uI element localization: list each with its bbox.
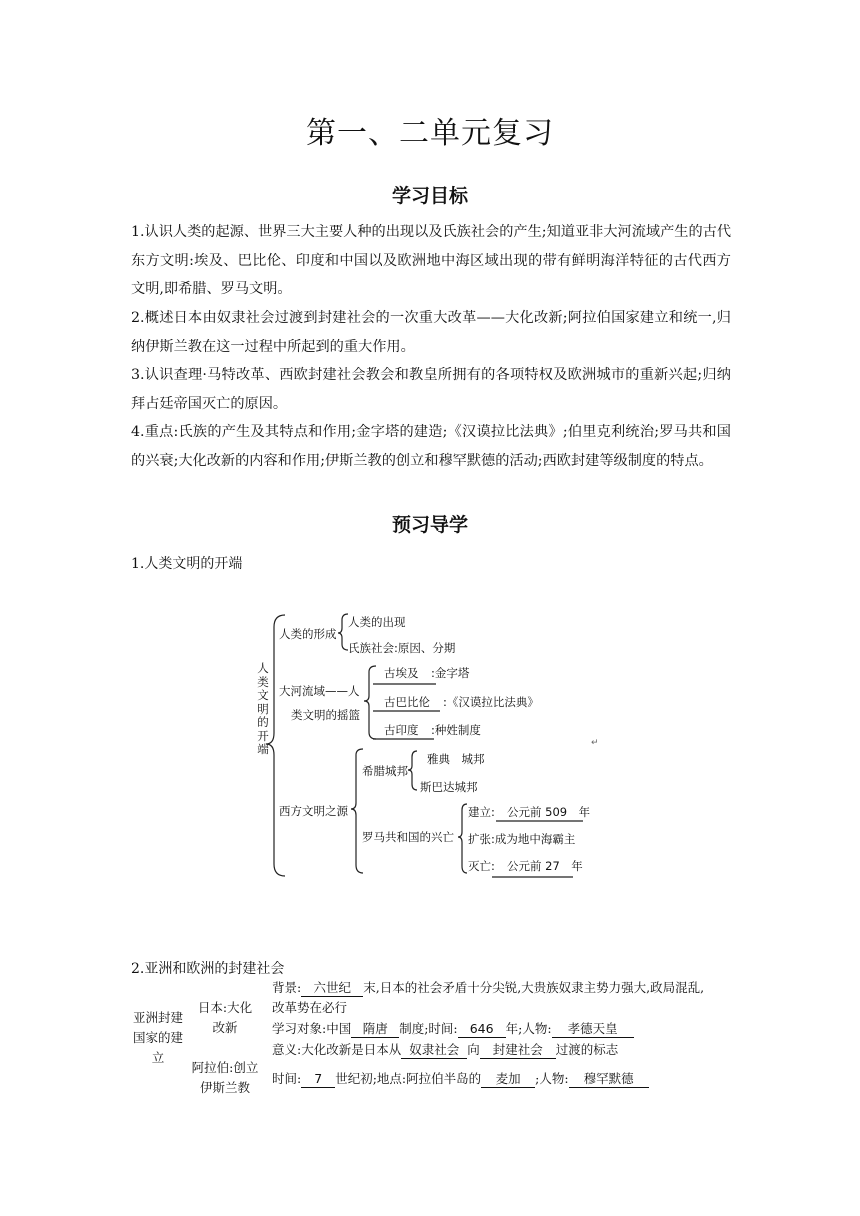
table-arab-cell: 阿拉伯:创立伊斯兰教 [191, 1060, 259, 1095]
item-heading-1: 1.人类文明的开端 [131, 556, 243, 572]
answer-dynasty: 隋唐 [351, 1021, 399, 1038]
answer-feudal-society: 封建社会 [480, 1042, 556, 1059]
goal-paragraph-4: 4.重点:氏族的产生及其特点和作用;金字塔的建造;《汉谟拉比法典》;伯里克利统治;罗马共和国的兴衰;大化改新的内容和作用;伊斯兰教的创立和穆罕默德的活动;西欧封建等级制度的特点。 [131, 424, 731, 469]
answer-muhammad: 穆罕默德 [569, 1071, 649, 1088]
japan-learn-row: 学习对象:中国 隋唐 制度;时间: 646 年;人物: 孝德天皇 [272, 1019, 634, 1038]
answer-emperor: 孝德天皇 [552, 1021, 634, 1038]
answer-mecca: 麦加 [481, 1071, 535, 1088]
section-heading-preview: 预习导学 [391, 514, 468, 536]
mindmap-egypt-note: :金字塔 [431, 666, 470, 680]
mindmap-expand: 扩张:成为地中海霸主 [468, 832, 576, 846]
mindmap-sparta: 斯巴达城邦 [420, 780, 478, 794]
table-left-cell: 亚洲封建国家的建立 [133, 1010, 184, 1065]
mindmap-egypt: 古埃及 [384, 666, 419, 680]
answer-year: 646 [458, 1021, 506, 1038]
mindmap-rome: 罗马共和国的兴亡 [362, 830, 454, 844]
mindmap-found-label: 建立: [468, 805, 495, 819]
mindmap-greek: 希腊城邦 [362, 764, 408, 778]
answer-century-arab: 7 [301, 1071, 335, 1088]
japan-background-row: 背景: 六世纪 末,日本的社会矛盾十分尖锐,大贵族奴隶主势力强大,政局混乱, [272, 980, 705, 995]
arab-row: 时间: 7 世纪初;地点:阿拉伯半岛的 麦加 ;人物: 穆罕默德 [272, 1069, 649, 1088]
goal-paragraph-3: 3.认识查理·马特改革、西欧封建社会教会和教皇所拥有的各项特权及欧洲城市的重新兴起;归纳拜占廷帝国灭亡的原因。 [131, 367, 731, 412]
japan-background-row-2: 改革势在必行 [272, 1000, 348, 1015]
mindmap-fall-label: 灭亡: [468, 859, 495, 873]
mindmap-clan: 氏族社会:原因、分期 [348, 641, 456, 655]
mindmap-india-note: :种姓制度 [431, 723, 481, 737]
mindmap-west: 西方文明之源 [279, 804, 348, 818]
mindmap-india: 古印度 [384, 723, 419, 737]
mindmap-formation: 人类的形成 [279, 627, 337, 641]
mindmap-babylon-note: :《汉谟拉比法典》 [443, 695, 539, 709]
mindmap-river-line1: 大河流域——人 [279, 684, 360, 698]
japan-significance-row: 意义:大化改新是日本从 奴隶社会 向 封建社会 过渡的标志 [272, 1042, 619, 1057]
mindmap-root: 人类文明的开端 [257, 661, 269, 756]
mindmap-river-line2: 类文明的摇篮 [291, 708, 360, 722]
goal-paragraph-1: 1.认识人类的起源、世界三大主要人种的出现以及氏族社会的产生;知道亚非大河流域产生的古代东方文明:埃及、巴比伦、印度和中国以及欧洲地中海区域出现的带有鲜明海洋特征的古代西方文明,即希腊、罗马文明。 [131, 224, 732, 297]
mindmap-found-value: 公元前 509 年 [507, 805, 591, 819]
mindmap-fall-value: 公元前 27 年 [507, 859, 583, 873]
goal-paragraph-2: 2.概述日本由奴隶社会过渡到封建社会的一次重大改革——大化改新;阿拉伯国家建立和统一,归纳伊斯兰教在这一过程中所起到的重大作用。 [131, 310, 731, 355]
mindmap-athens: 雅典 城邦 [427, 752, 485, 766]
item-heading-2: 2.亚洲和欧洲的封建社会 [131, 961, 285, 977]
table-japan-cell: 日本:大化改新 [197, 1000, 253, 1035]
mindmap-babylon: 古巴比伦 [384, 695, 430, 709]
answer-century: 六世纪 [301, 980, 363, 997]
section-heading-goals: 学习目标 [391, 185, 468, 207]
page-title: 第一、二单元复习 [306, 116, 554, 151]
mindmap-appearance: 人类的出现 [348, 615, 406, 629]
answer-slave-society: 奴隶社会 [401, 1042, 467, 1059]
return-mark: ↵ [591, 738, 599, 748]
